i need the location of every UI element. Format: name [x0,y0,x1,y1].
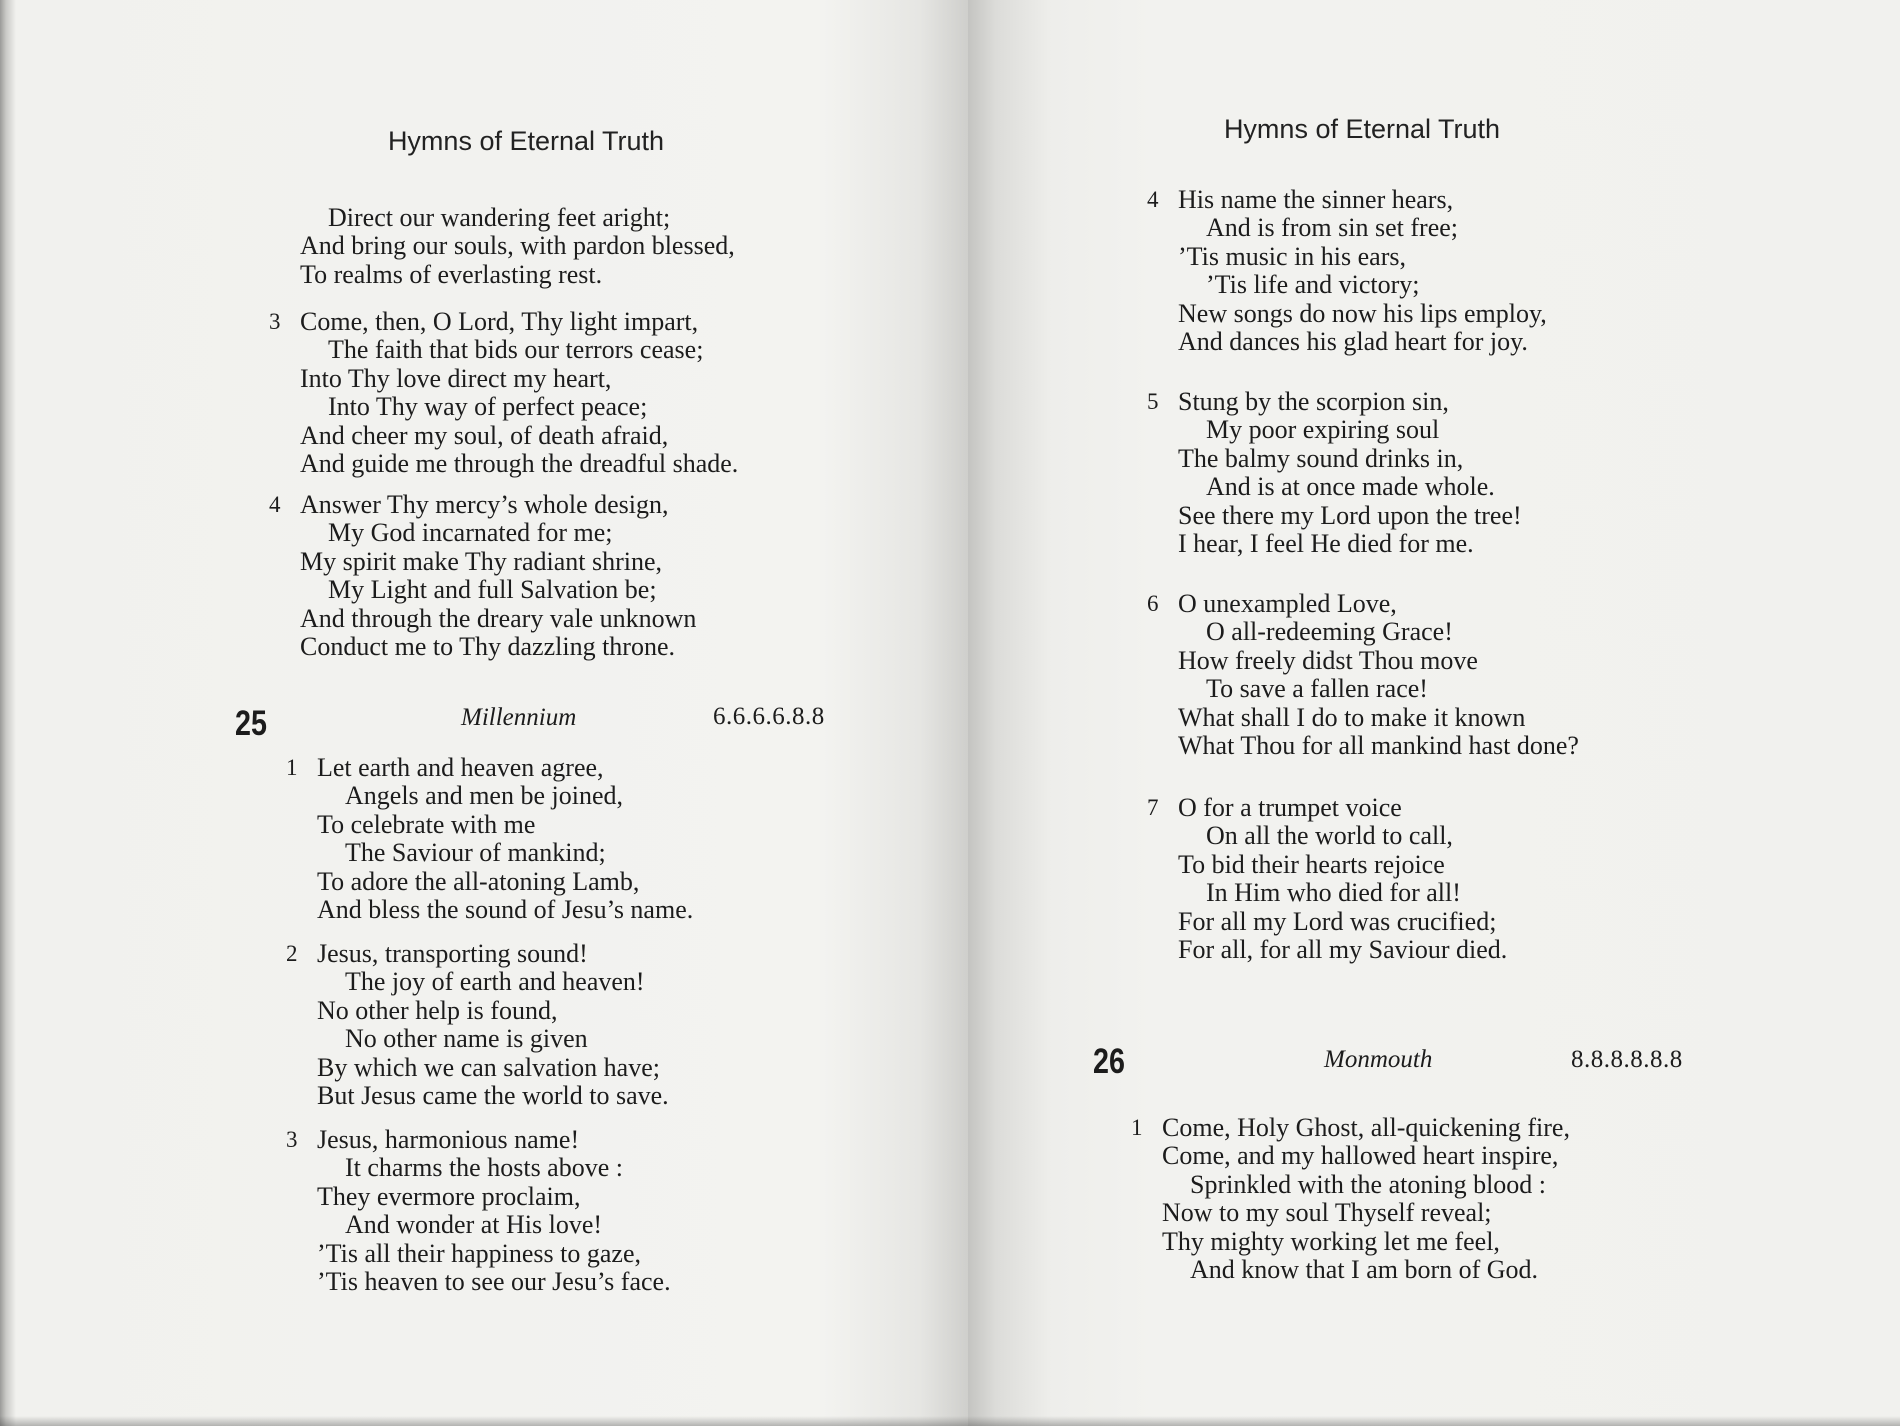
stanza [286,753,694,925]
verse-line: And is at once made whole. [1206,472,1495,502]
stanza [269,307,739,479]
verse-line: Into Thy way of perfect peace; [328,392,648,422]
stanza [286,1125,671,1297]
verse-line: ’Tis life and victory; [1206,270,1420,300]
verse-line: And bless the sound of Jesu’s name. [317,895,694,925]
stanza-continuation [300,204,735,289]
verse-line: How freely didst Thou move [1178,645,1478,675]
verse-line: My spirit make Thy radiant shrine, [300,546,663,576]
verse-line: My Light and full Salvation be; [328,575,657,605]
verse-line: The Saviour of mankind; [345,838,606,868]
verse-number: 2 [286,941,298,966]
verse-line: But Jesus came the world to save. [317,1081,669,1111]
stanza [1147,793,1508,965]
stanza [1147,185,1547,357]
verse-line: Come, then, O Lord, Thy light impart, [300,307,699,336]
verse-line: His name the sinner hears, [1178,185,1454,214]
verse-line: Jesus, harmonious name! [317,1125,580,1154]
verse-line: And cheer my soul, of death afraid, [300,420,669,450]
verse-line: ’Tis heaven to see our Jesu’s face. [317,1267,671,1297]
verse-line: Come, Holy Ghost, all-quickening fire, [1162,1113,1570,1142]
meter: 8.8.8.8.8.8 [1571,1046,1683,1073]
verse-line: New songs do now his lips employ, [1178,298,1547,328]
verse-line: Angels and men be joined, [345,781,623,811]
verse-line: And know that I am born of God. [1190,1255,1539,1285]
stanza [1147,589,1579,761]
verse-line: For all, for all my Saviour died. [1178,935,1508,965]
verse-line: It charms the hosts above : [345,1153,623,1183]
tune-name: Monmouth [1324,1046,1433,1073]
stanza [269,490,697,662]
verse-line: To realms of everlasting rest. [300,259,603,289]
verse-line: To save a fallen race! [1206,674,1428,704]
verse-line: Sprinkled with the atoning blood : [1190,1169,1547,1199]
verse-line: Let earth and heaven agree, [317,753,604,782]
verse-line: My God incarnated for me; [328,518,613,548]
verse-number: 4 [1147,187,1159,212]
verse-number: 4 [269,492,281,517]
meter: 6.6.6.6.8.8 [713,703,825,730]
verse-line: Into Thy love direct my heart, [300,363,612,393]
verse-line: Come, and my hallowed heart inspire, [1162,1141,1559,1171]
verse-line: O for a trumpet voice [1178,793,1402,822]
verse-line: The joy of earth and heaven! [345,967,645,997]
verse-line: ’Tis all their happiness to gaze, [317,1238,641,1268]
verse-line: On all the world to call, [1206,821,1453,851]
verse-line: To celebrate with me [317,809,536,839]
verse-line: ’Tis music in his ears, [1178,241,1406,271]
verse-line: Answer Thy mercy’s whole design, [300,490,669,519]
verse-line: In Him who died for all! [1206,878,1461,908]
verse-line: Now to my soul Thyself reveal; [1162,1198,1492,1228]
stanza [286,939,669,1111]
verse-number: 7 [1147,795,1159,820]
verse-number: 5 [1147,389,1159,414]
verse-line: I hear, I feel He died for me. [1178,529,1474,559]
verse-line: To bid their hearts rejoice [1178,849,1445,879]
page-bottom-edge [968,1416,1900,1426]
verse-line: And bring our souls, with pardon blessed, [300,231,735,261]
verse-line: Stung by the scorpion sin, [1178,387,1449,416]
verse-line: And guide me through the dreadful shade. [300,449,739,479]
verse-line: For all my Lord was crucified; [1178,906,1497,936]
verse-line: No other help is found, [317,995,558,1025]
verse-line: By which we can salvation have; [317,1052,660,1082]
hymn-number: 26 [1093,1042,1125,1081]
verse-line: To adore the all-atoning Lamb, [317,866,640,896]
verse-line: O all-redeeming Grace! [1206,617,1453,647]
stanza [1131,1113,1570,1285]
verse-line: What shall I do to make it known [1178,702,1526,732]
verse-line: Direct our wandering feet aright; [328,203,671,232]
running-header: Hymns of Eternal Truth [1223,114,1501,144]
hymn-number: 25 [235,704,267,743]
verse-line: O unexampled Love, [1178,589,1397,618]
verse-line: Thy mighty working let me feel, [1162,1226,1500,1256]
stanza [1147,387,1522,559]
verse-line: The faith that bids our terrors cease; [328,335,704,365]
verse-line: They evermore proclaim, [317,1181,581,1211]
running-header: Hymns of Eternal Truth [387,126,665,156]
tune-name: Millennium [461,704,577,731]
verse-line: Jesus, transporting sound! [317,939,588,968]
verse-line: What Thou for all mankind hast done? [1178,731,1579,761]
right-page [968,0,1900,1426]
verse-line: Conduct me to Thy dazzling throne. [300,632,675,662]
verse-line: And through the dreary vale unknown [300,603,697,633]
verse-line: And wonder at His love! [345,1210,603,1240]
page-bottom-edge [0,1416,968,1426]
verse-line: No other name is given [345,1024,588,1054]
verse-number: 1 [286,755,298,780]
verse-line: The balmy sound drinks in, [1178,443,1464,473]
verse-line: And dances his glad heart for joy. [1178,327,1528,357]
verse-number: 3 [269,309,281,334]
verse-line: See there my Lord upon the tree! [1178,500,1522,530]
verse-number: 1 [1131,1115,1143,1140]
verse-number: 6 [1147,591,1159,616]
verse-number: 3 [286,1127,298,1152]
verse-line: And is from sin set free; [1206,213,1459,243]
verse-line: My poor expiring soul [1206,415,1440,445]
